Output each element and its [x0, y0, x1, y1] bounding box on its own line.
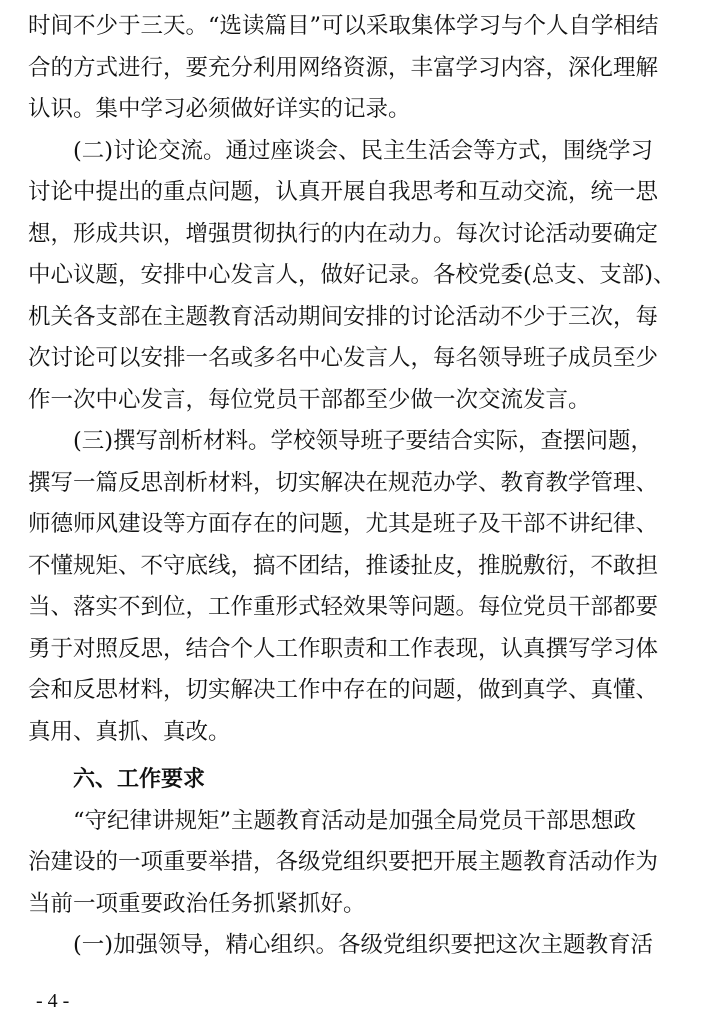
- paragraph-line: “守纪律讲规矩”主题教育活动是加强全局党员干部思想政: [73, 807, 637, 834]
- page-number: - 4 -: [36, 990, 70, 1012]
- paragraph-line: 真用、真抓、真改。: [28, 718, 231, 745]
- paragraph-line: 认识。集中学习必须做好详实的记录。: [28, 96, 411, 122]
- document-body: [28, 6, 700, 967]
- subsection-1-start: (一)加强领导，精心组织。各级党组织要把这次主题教育活: [73, 932, 654, 958]
- paragraph-line: 合的方式进行，要充分利用网络资源，丰富学习内容，深化理解: [28, 54, 659, 81]
- paragraph-line: 治建设的一项重要举措，各级党组织要把开展主题教育活动作为: [28, 849, 659, 875]
- subsection-3-start: (三)撰写剖析材料。学校领导班子要结合实际，查摆问题，: [73, 428, 654, 454]
- paragraph-line: 次讨论可以安排一名或多名中心发言人，每名领导班子成员至少: [28, 345, 659, 371]
- paragraph-line: 撰写一篇反思剖析材料，切实解决在规范办学、教育教学管理、: [28, 469, 659, 496]
- paragraph-line: 勇于对照反思，结合个人工作职责和工作表现，认真撰写学习体: [28, 635, 659, 662]
- paragraph-line: 机关各支部在主题教育活动期间安排的讨论活动不少于三次，每: [28, 303, 659, 330]
- paragraph-line: 当前一项重要政治任务抓紧抓好。: [28, 890, 366, 917]
- paragraph-line: 中心议题，安排中心发言人，做好记录。各校党委(总支、支部)、: [28, 262, 676, 288]
- paragraph-line: 会和反思材料，切实解决工作中存在的问题，做到真学、真懂、: [28, 677, 659, 703]
- paragraph-line: 作一次中心发言，每位党员干部都至少做一次交流发言。: [28, 386, 591, 413]
- paragraph-line: 时间不少于三天。“选读篇目”可以采取集体学习与个人自学相结: [28, 13, 659, 39]
- section-heading: 六、工作要求: [73, 767, 206, 792]
- paragraph-line: 当、落实不到位，工作重形式轻效果等问题。每位党员干部都要: [28, 594, 659, 620]
- paragraph-line: 讨论中提出的重点问题，认真开展自我思考和互动交流，统一思: [28, 179, 659, 205]
- paragraph-line: 师德师风建设等方面存在的问题，尤其是班子及干部不讲纪律、: [28, 511, 659, 537]
- paragraph-line: 想，形成共识，增强贯彻执行的内在动力。每次讨论活动要确定: [28, 220, 659, 247]
- paragraph-line: 不懂规矩、不守底线，搞不团结，推诿扯皮，推脱敷衍，不敢担: [28, 552, 659, 579]
- subsection-2-start: (二)讨论交流。通过座谈会、民主生活会等方式，围绕学习: [73, 137, 654, 164]
